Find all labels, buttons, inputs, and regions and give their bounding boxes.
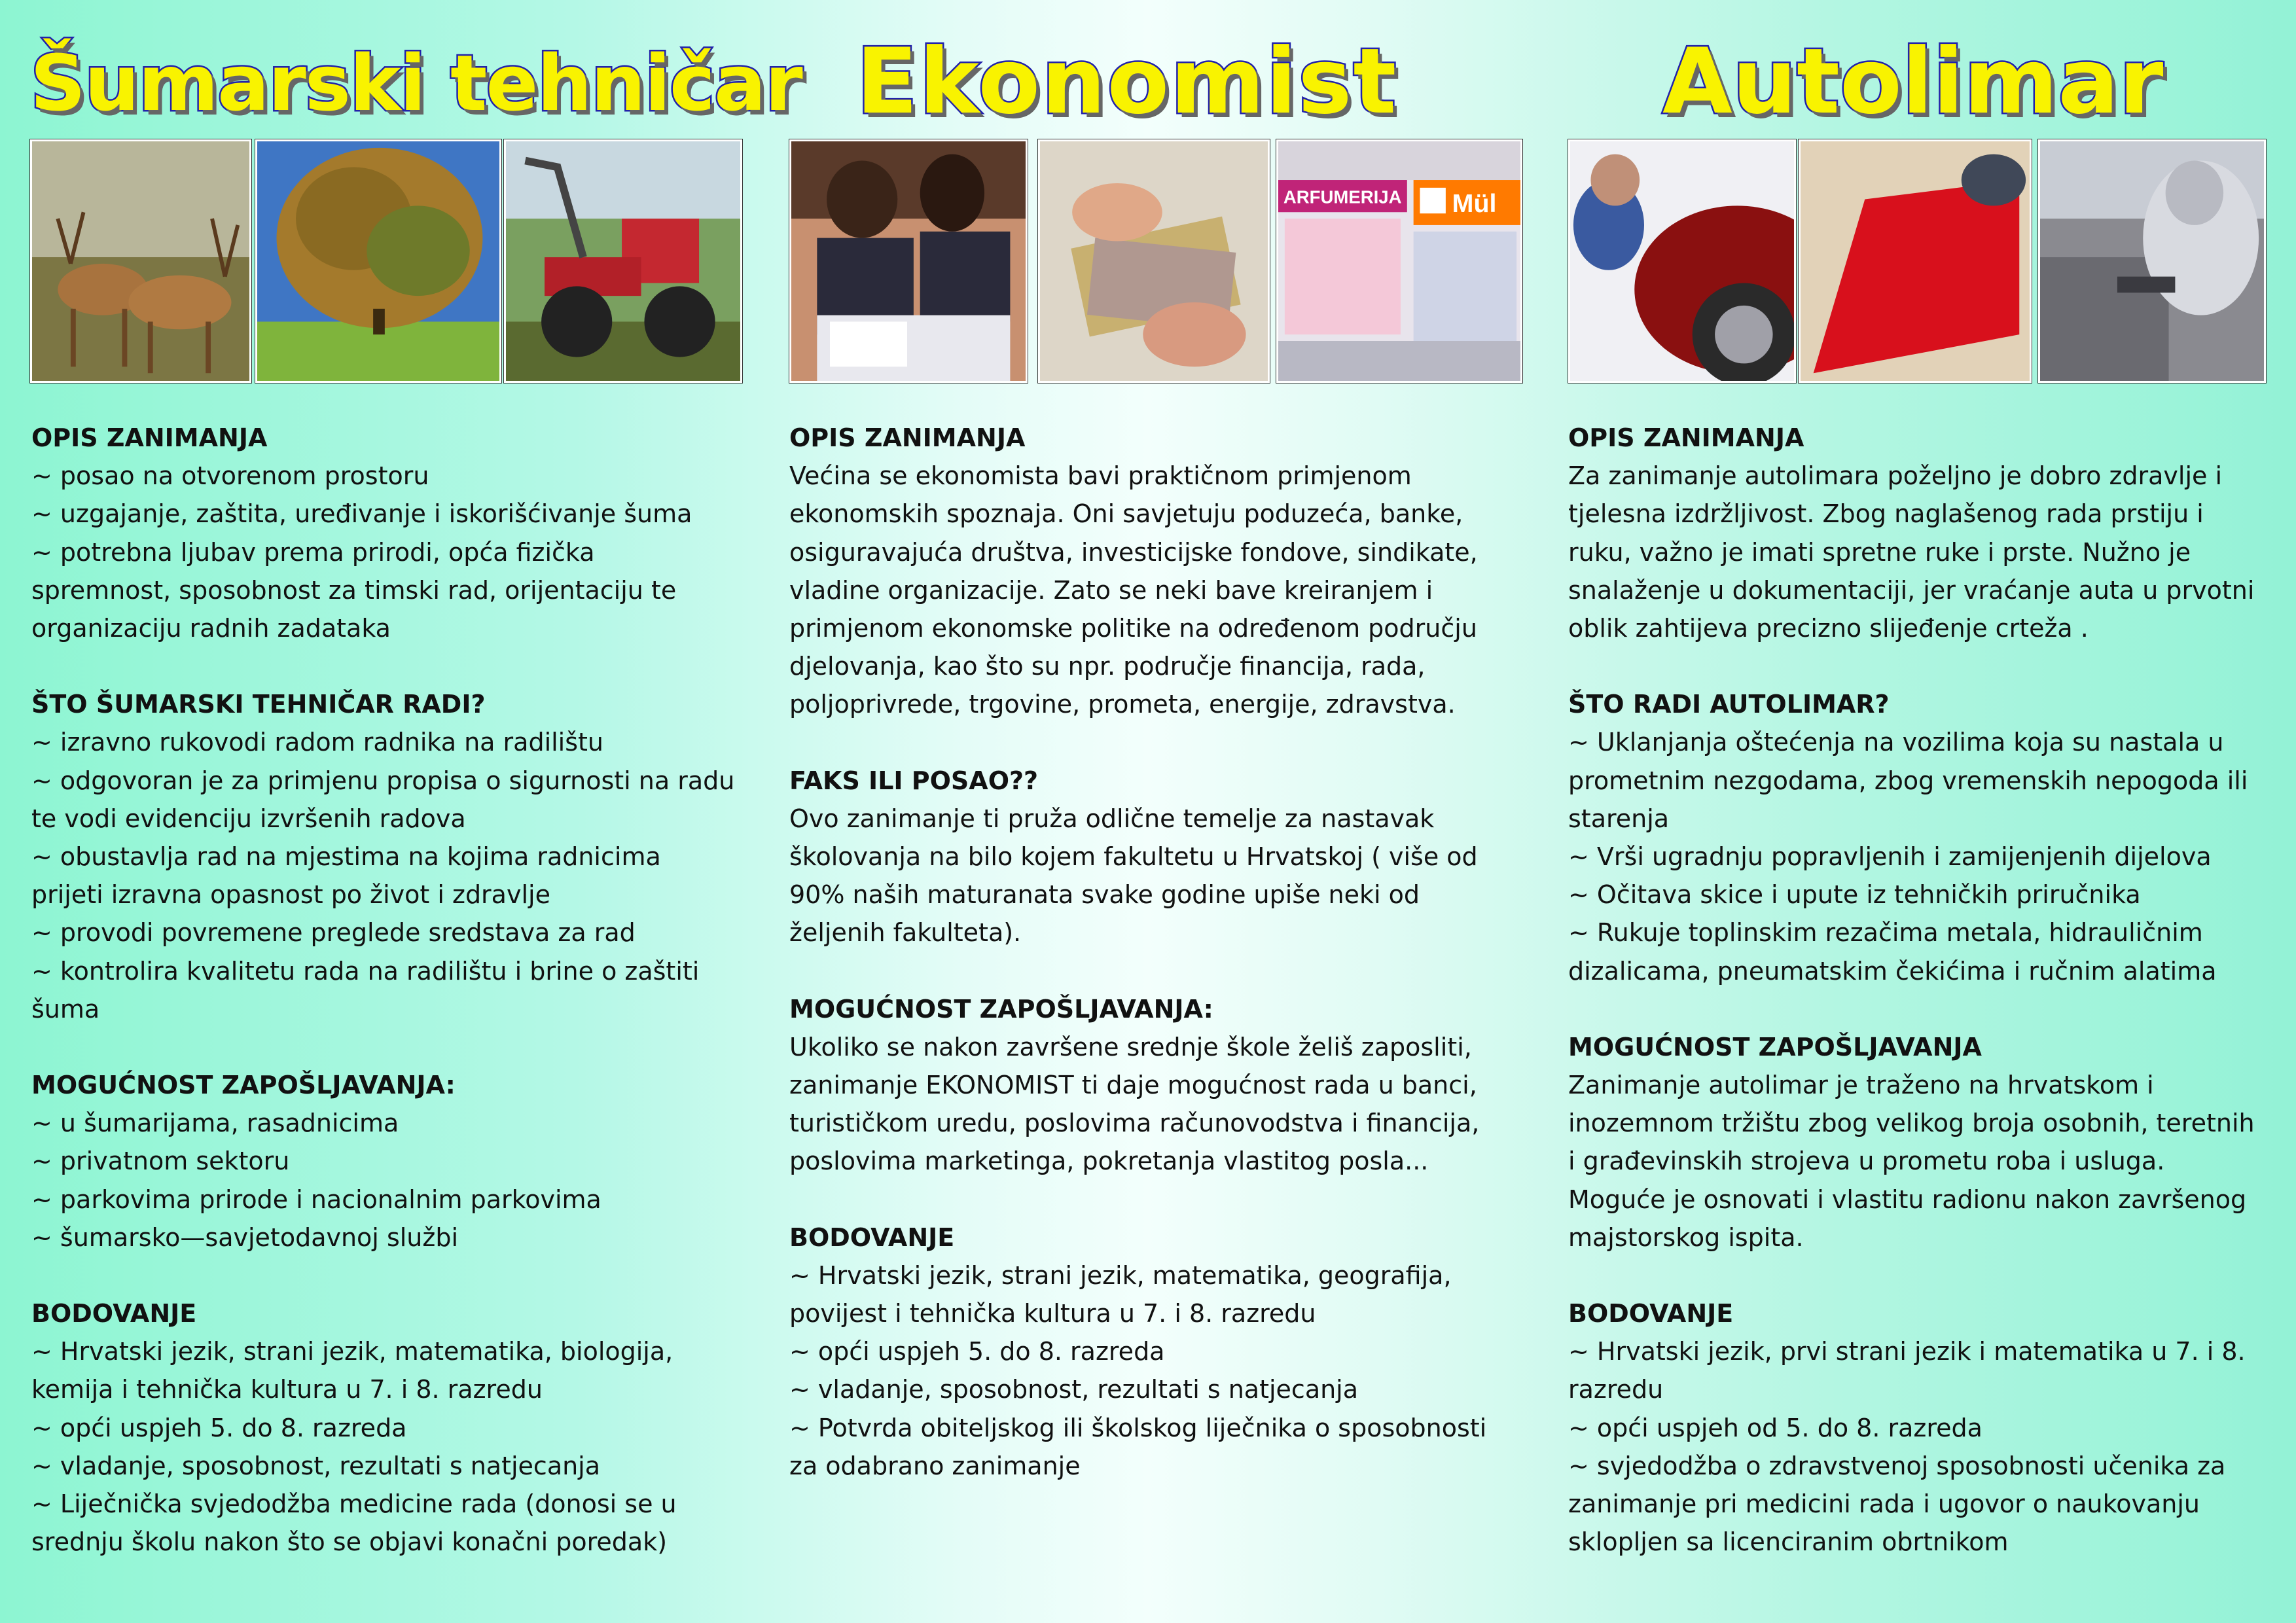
text-line: ~ potrebna ljubav prema prirodi, opća fizička: [31, 537, 595, 567]
section-heading: FAKS ILI POSAO??: [789, 766, 1039, 795]
text-line: prometnim nezgodama, zbog vremenskih nepogoda ili: [1568, 766, 2248, 795]
text-line: šuma: [31, 994, 100, 1024]
text-line: Moguće je osnovati i vlastitu radionu nakon završenog: [1568, 1185, 2247, 1214]
red-car-hood-photo: [1799, 139, 2032, 383]
text-line: ~ vladanje, sposobnost, rezultati s natjecanja: [789, 1375, 1359, 1404]
text-line: Većina se ekonomista bavi praktičnom primjenom: [789, 461, 1412, 491]
text-line: ~ provodi povremene preglede sredstava za rad: [31, 918, 636, 948]
text-line: Za zanimanje autolimara poželjno je dobro zdravlje i: [1568, 461, 2223, 491]
text-line: te vodi evidenciju izvršenih radova: [31, 804, 466, 833]
text-line: djelovanja, kao što su npr. područje financija, rada,: [789, 652, 1426, 681]
section-heading: OPIS ZANIMANJA: [789, 423, 1026, 452]
text-line: i građevinskih strojeva u prometu roba i usluga.: [1568, 1147, 2165, 1176]
text-line: zanimanje pri medicini rada i ugovor o naukovanju: [1568, 1489, 2200, 1519]
money-counting-photo: [1038, 139, 1270, 383]
section-mogucnost-zaposljavanja: [1568, 1028, 2288, 1257]
text-line: primjenom ekonomske politike na određenom području: [789, 614, 1477, 643]
spray-painter-photo: [2038, 139, 2266, 383]
column-ekonomist: [789, 419, 1522, 1523]
section-heading: BODOVANJE: [789, 1222, 955, 1252]
text-line: poljoprivrede, trgovine, prometa, energije, zdravstva.: [789, 690, 1456, 719]
section-heading: MOGUĆNOST ZAPOŠLJAVANJA:: [31, 1071, 456, 1100]
column-sumarski-tehnicar: [31, 419, 784, 1599]
section-opis-zanimanja: [1568, 419, 2288, 647]
text-line: za odabrano zanimanje: [789, 1451, 1081, 1480]
text-line: Ukoliko se nakon završene srednje škole želiš zaposliti,: [789, 1032, 1472, 1061]
text-line: ~ Očitava skice i upute iz tehničkih priručnika: [1568, 880, 2141, 910]
tree-photo: [255, 139, 501, 383]
text-line: srednju školu nakon što se objavi konačni poredak): [31, 1527, 668, 1557]
section-faks-ili-posao: [789, 762, 1522, 952]
text-line: ~ Hrvatski jezik, prvi strani jezik i matematika u 7. i 8.: [1568, 1337, 2246, 1366]
section-bodovanje: [1568, 1294, 2288, 1561]
text-line: Ovo zanimanje ti pruža odlične temelje za nastavak: [789, 804, 1435, 833]
text-line: ~ posao na otvorenom prostoru: [31, 461, 429, 491]
text-line: oblik zahtijeva precizno slijeđenje crteža .: [1568, 614, 2089, 643]
text-line: ~ Hrvatski jezik, strani jezik, matematika, geografija,: [789, 1260, 1452, 1290]
section-opis-zanimanja: [789, 419, 1522, 724]
text-line: ~ izravno rukovodi radom radnika na radilištu: [31, 728, 604, 757]
text-line: razredu: [1568, 1375, 1664, 1404]
text-line: ~ opći uspjeh od 5. do 8. razreda: [1568, 1413, 1982, 1442]
text-line: kemija i tehnička kultura u 7. i 8. razredu: [31, 1375, 543, 1404]
section-heading: BODOVANJE: [31, 1299, 197, 1329]
text-line: ~ u šumarijama, rasadnicima: [31, 1109, 399, 1138]
text-line: ~ privatnom sektoru: [31, 1147, 290, 1176]
text-line: povijest i tehnička kultura u 7. i 8. razredu: [789, 1299, 1316, 1329]
section-heading: ŠTO ŠUMARSKI TEHNIČAR RADI?: [31, 690, 486, 719]
text-line: inozemnom tržištu zbog velikog broja osobnih, teretnih: [1568, 1109, 2255, 1138]
forestry-tractor-photo: [504, 139, 742, 383]
text-line: ~ parkovima prirode i nacionalnim parkovima: [31, 1185, 601, 1214]
text-line: ~ opći uspjeh 5. do 8. razreda: [789, 1337, 1165, 1366]
text-line: ~ šumarsko—savjetodavnoj službi: [31, 1222, 459, 1252]
section-sto-radi: [31, 685, 784, 1028]
section-bodovanje: [31, 1294, 784, 1561]
section-heading: MOGUĆNOST ZAPOŠLJAVANJA: [1568, 1032, 1982, 1061]
text-line: ~ opći uspjeh 5. do 8. razreda: [31, 1413, 407, 1442]
section-heading: OPIS ZANIMANJA: [31, 423, 268, 452]
text-line: ~ uzgajanje, zaštita, uređivanje i iskorišćivanje šuma: [31, 499, 692, 529]
text-line: zanimanje EKONOMIST ti daje mogućnost rada u banci,: [789, 1071, 1477, 1100]
text-line: školovanja na bilo kojem fakultetu u Hrvatskoj ( više od: [789, 842, 1478, 872]
text-line: 90% naših maturanata svake godine upiše neki od: [789, 880, 1420, 910]
title-autolimar: Autolimar: [1662, 29, 2164, 134]
section-opis-zanimanja: [31, 419, 784, 647]
section-sto-radi: [1568, 685, 2288, 990]
text-line: ~ Rukuje toplinskim rezačima metala, hidrauličnim: [1568, 918, 2203, 948]
text-line: ~ Vrši ugradnju popravljenih i zamijenjenih dijelova: [1568, 842, 2212, 872]
text-line: prijeti izravna opasnost po život i zdravlje: [31, 880, 550, 910]
text-line: spremnost, sposobnost za timski rad, orijentaciju te: [31, 575, 677, 605]
deer-photo: [30, 139, 251, 383]
office-workers-photo: [789, 139, 1028, 383]
text-line: ~ obustavlja rad na mjestima na kojima radnicima: [31, 842, 661, 872]
car-repair-photo: [1568, 139, 1796, 383]
section-mogucnost-zaposljavanja: [31, 1066, 784, 1257]
text-line: sklopljen sa licenciranim obrtnikom: [1568, 1527, 2009, 1557]
text-line: ekonomskih spoznaja. Oni savjetuju poduzeća, banke,: [789, 499, 1463, 529]
text-line: vladine organizacije. Zato se neki bave kreiranjem i: [789, 575, 1433, 605]
text-line: ~ odgovoran je za primjenu propisa o sigurnosti na radu: [31, 766, 735, 795]
text-line: ~ vladanje, sposobnost, rezultati s natjecanja: [31, 1451, 601, 1480]
text-line: majstorskog ispita.: [1568, 1222, 1804, 1252]
text-line: turističkom uredu, poslovima računovodstva i financija,: [789, 1109, 1480, 1138]
text-line: željenih fakulteta).: [789, 918, 1022, 948]
title-ekonomist: Ekonomist: [856, 29, 1398, 134]
column-autolimar: [1568, 419, 2288, 1599]
text-line: ~ Potvrda obiteljskog ili školskog liječnika o sposobnosti: [789, 1413, 1487, 1442]
text-line: osiguravajuća društva, investicijske fondove, sindikate,: [789, 537, 1478, 567]
text-line: organizaciju radnih zadataka: [31, 614, 391, 643]
text-line: snalaženje u dokumentaciji, jer vraćanje auta u prvotni: [1568, 575, 2255, 605]
section-heading: BODOVANJE: [1568, 1299, 1734, 1329]
text-line: ruku, važno je imati spretne ruke i prste. Nužno je: [1568, 537, 2191, 567]
section-mogucnost-zaposljavanja: [789, 990, 1522, 1181]
text-line: ~ Uklanjanja oštećenja na vozilima koja su nastala u: [1568, 728, 2224, 757]
section-heading: MOGUĆNOST ZAPOŠLJAVANJA:: [789, 994, 1213, 1024]
shopping-mall-photo: [1276, 139, 1522, 383]
text-line: ~ svjedodžba o zdravstvenoj sposobnosti učenika za: [1568, 1451, 2226, 1480]
text-line: starenja: [1568, 804, 1670, 833]
text-line: ~ kontrolira kvalitetu rada na radilištu i brine o zaštiti: [31, 956, 700, 986]
text-line: Zanimanje autolimar je traženo na hrvatskom i: [1568, 1071, 2154, 1100]
section-bodovanje: [789, 1219, 1522, 1485]
text-line: ~ Liječnička svjedodžba medicine rada (donosi se u: [31, 1489, 677, 1519]
text-line: tjelesna izdržljivost. Zbog naglašenog rada prstiju i: [1568, 499, 2204, 529]
text-line: poslovima marketinga, pokretanja vlastitog posla...: [789, 1147, 1429, 1176]
text-line: dizalicama, pneumatskim čekićima i ručnim alatima: [1568, 956, 2217, 986]
store-sign: Mül: [1452, 189, 1497, 219]
title-sumarski-tehnicar: Šumarski tehničar: [30, 38, 802, 128]
perfumery-sign: ARFUMERIJA: [1283, 187, 1402, 207]
section-heading: OPIS ZANIMANJA: [1568, 423, 1804, 452]
text-line: ~ Hrvatski jezik, strani jezik, matematika, biologija,: [31, 1337, 673, 1366]
section-heading: ŠTO RADI AUTOLIMAR?: [1568, 690, 1890, 719]
